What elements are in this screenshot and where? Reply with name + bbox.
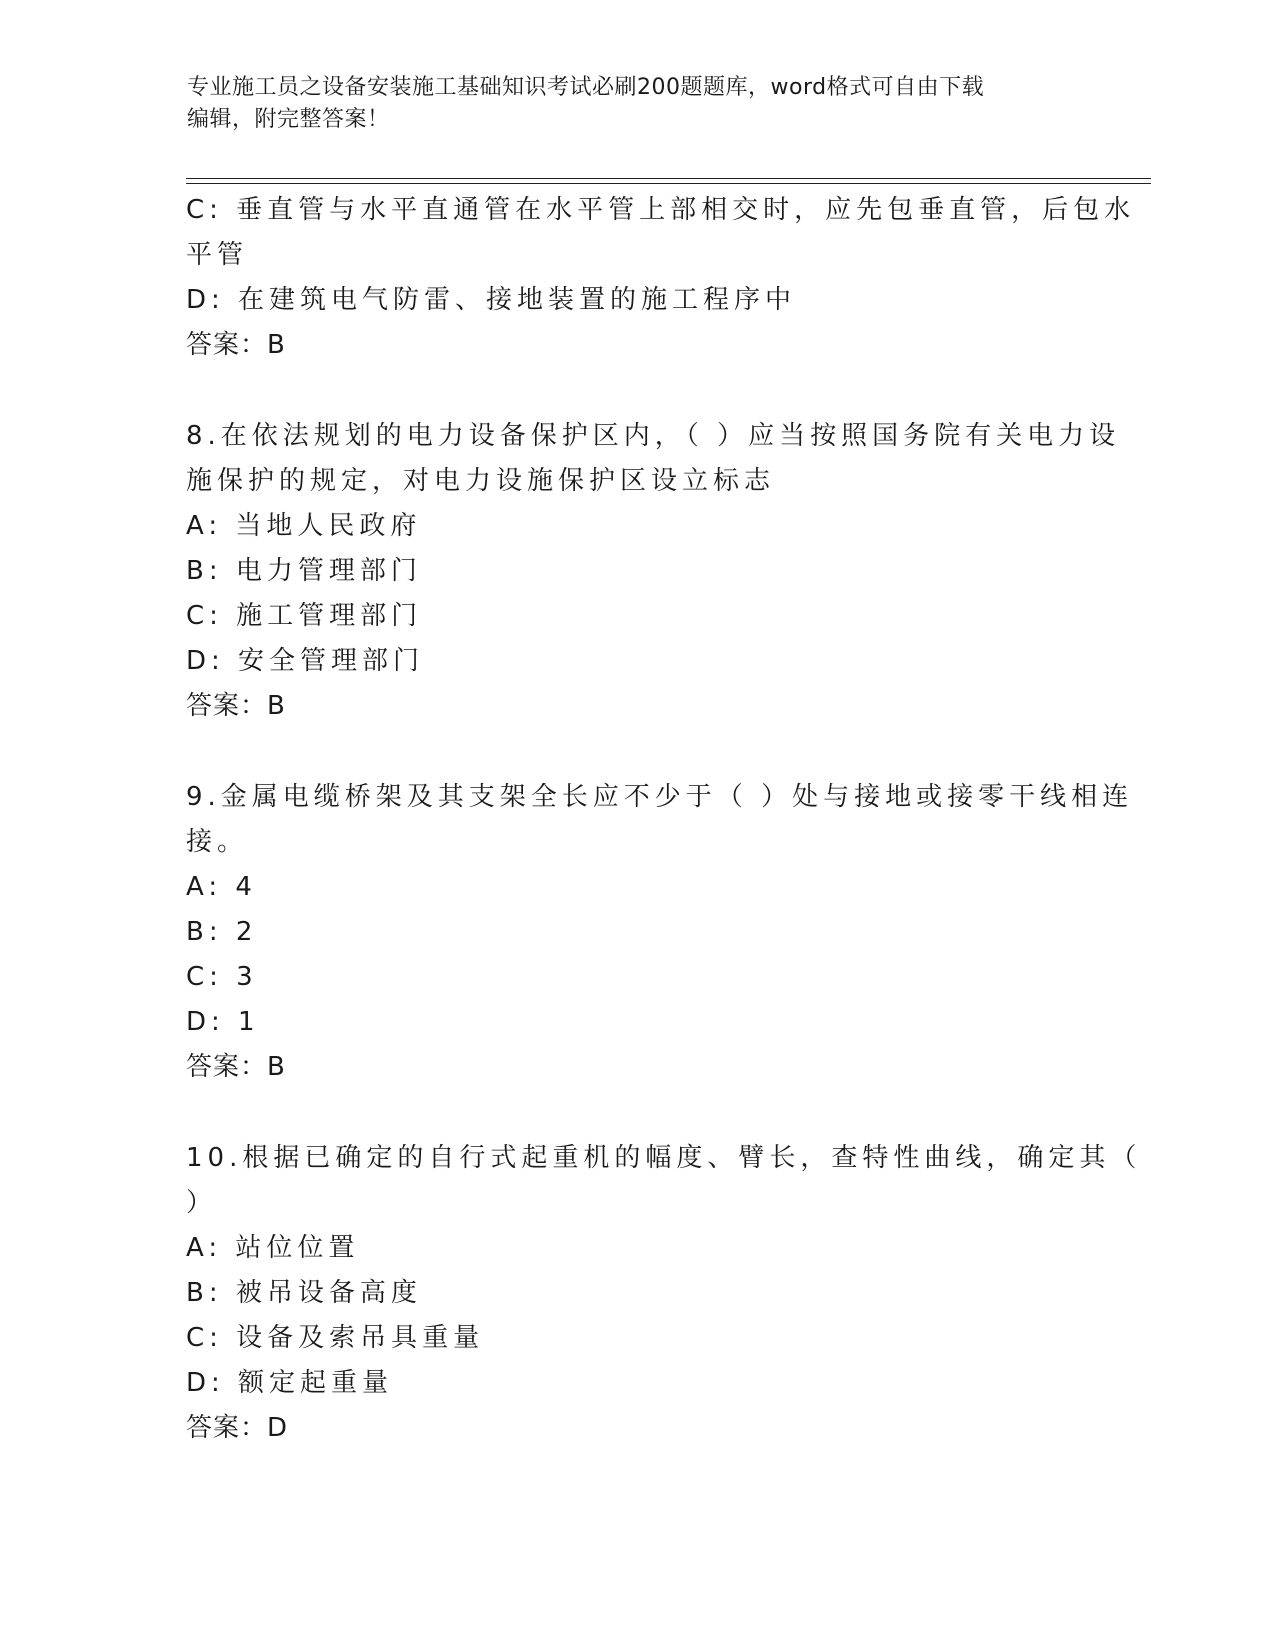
option-b: B: 电力管理部门 — [186, 556, 422, 586]
question-content — [186, 188, 1142, 1451]
option-c: C: 3 — [186, 962, 258, 992]
option-b: B: 被吊设备高度 — [186, 1278, 422, 1308]
option-b: B: 2 — [186, 917, 258, 947]
option-c: C: 设备及索吊具重量 — [186, 1323, 485, 1353]
option-c: C: 施工管理部门 — [186, 601, 423, 631]
question-stem: 9.金属电缆桥架及其支架全长应不少于（ ）处与接地或接零干线相连 — [186, 782, 1134, 812]
question-stem: 10.根据已确定的自行式起重机的幅度、臂长，查特性曲线，确定其（ — [186, 1143, 1142, 1173]
question-stem-continued: 接。 — [186, 827, 249, 857]
option-c-continued: 平管 — [186, 240, 249, 270]
option-d: D: 1 — [186, 1007, 260, 1037]
prev-question-block — [186, 188, 1136, 368]
option-d: D: 安全管理部门 — [186, 646, 425, 676]
answer: 答案：B — [186, 1052, 286, 1082]
question-8 — [186, 414, 1121, 729]
answer: 答案：D — [186, 1413, 289, 1443]
header-divider-bottom — [186, 183, 1151, 184]
option-d: D: 额定起重量 — [186, 1368, 394, 1398]
answer: 答案：B — [186, 691, 286, 721]
option-a: A: 站位位置 — [186, 1233, 360, 1263]
header-title-line2: 编辑，附完整答案！ — [187, 107, 390, 132]
answer: 答案：B — [186, 330, 286, 360]
header-title-line1: 专业施工员之设备安装施工基础知识考试必刷200题题库，word格式可自由下载 — [187, 75, 985, 100]
question-9 — [186, 775, 1134, 1090]
option-d: D: 在建筑电气防雷、接地装置的施工程序中 — [186, 285, 797, 315]
option-a: A: 当地人民政府 — [186, 511, 422, 541]
question-stem: 8.在依法规划的电力设备保护区内，（ ）应当按照国务院有关电力设 — [186, 421, 1121, 451]
document-header — [187, 72, 1067, 136]
option-c: C: 垂直管与水平直通管在水平管上部相交时，应先包垂直管，后包水 — [186, 195, 1136, 225]
option-a: A: 4 — [186, 872, 257, 902]
question-stem-continued: ） — [186, 1188, 218, 1218]
question-stem-continued: 施保护的规定，对电力设施保护区设立标志 — [186, 466, 776, 496]
question-10 — [186, 1136, 1142, 1451]
header-divider-top — [186, 178, 1151, 179]
